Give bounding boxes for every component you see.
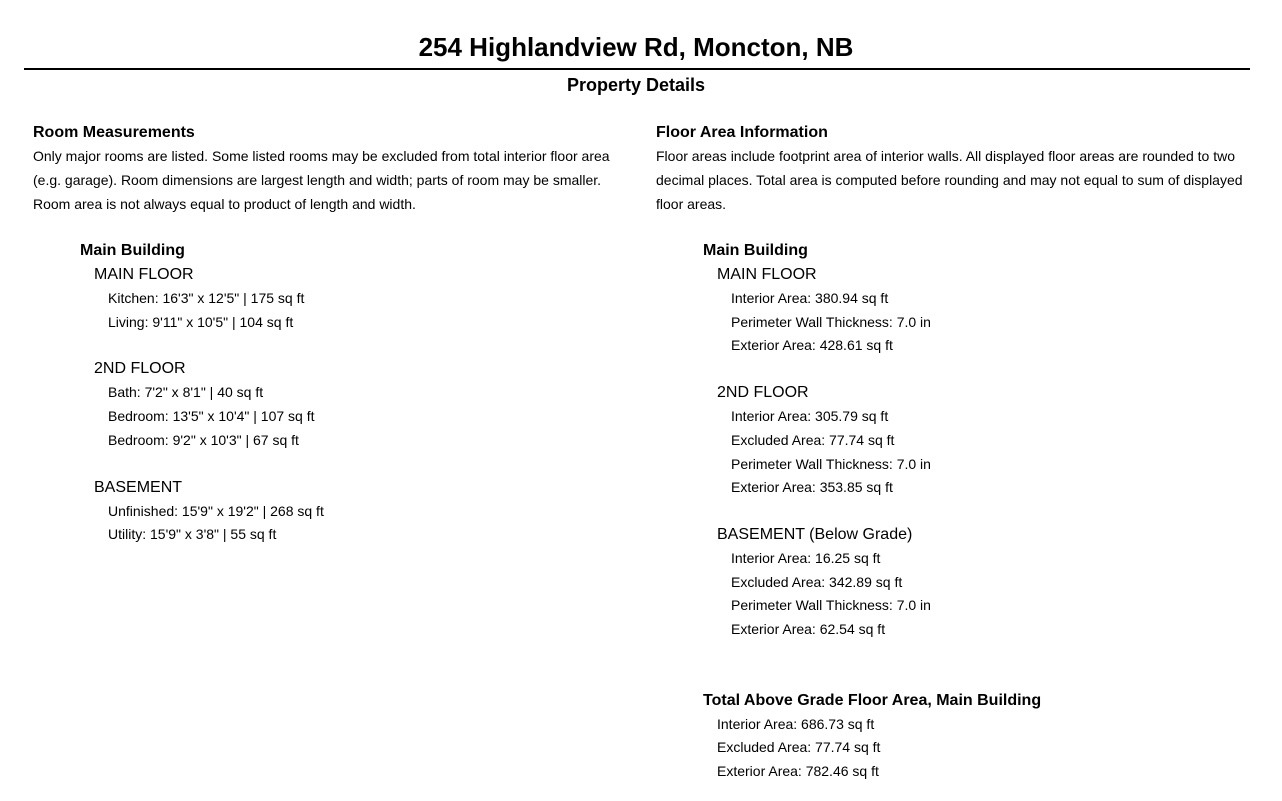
floor-block-main [94,263,628,334]
floor-name: 2ND FLOOR [717,384,809,402]
area-floor-basement [717,523,1256,642]
room-entry: Bedroom: 9'2" x 10'3" | 67 sq ft [108,431,299,448]
area-entry: Excluded Area: 77.74 sq ft [731,431,895,448]
room-entry: Kitchen: 16'3" x 12'5" | 175 sq ft [108,290,305,306]
room-entry: Bedroom: 13'5" x 10'4" | 107 sq ft [108,408,315,425]
building-name: Main Building [80,242,185,259]
totals-entry: Excluded Area: 77.74 sq ft [717,739,881,756]
page-subtitle: Property Details [566,75,706,95]
intro-line: Only major rooms are listed. Some listed rooms may be excluded from total interior floor area [33,148,610,164]
area-floor-main [717,263,1256,358]
area-building-block [703,239,1256,642]
floor-area-heading: Floor Area Information [656,124,828,141]
area-entry: Exterior Area: 353.85 sq ft [731,479,893,496]
title-divider [24,68,1250,70]
area-entry: Excluded Area: 342.89 sq ft [731,573,903,590]
room-entry: Utility: 15'9" x 3'8" | 55 sq ft [108,526,277,543]
totals-entry: Interior Area: 686.73 sq ft [717,715,875,732]
totals-block [703,689,1256,784]
room-building-block [80,239,628,547]
floor-name: MAIN FLOOR [717,266,817,283]
floor-block-2nd [94,357,628,452]
area-entry: Exterior Area: 428.61 sq ft [731,337,893,354]
room-entry: Living: 9'11" x 10'5" | 104 sq ft [108,313,294,330]
intro-line: (e.g. garage). Room dimensions are largest length and width; parts of room may be smaller. [33,172,602,188]
area-entry: Interior Area: 16.25 sq ft [731,549,881,566]
intro-line: floor areas. [656,196,727,212]
room-measurements-section [33,122,628,547]
totals-entry: Exterior Area: 782.46 sq ft [717,763,879,780]
area-entry: Exterior Area: 62.54 sq ft [731,621,886,638]
floor-name: BASEMENT [94,478,183,496]
intro-line: Floor areas include footprint area of interior walls. All displayed floor areas are rounded to two [656,148,1235,164]
area-entry: Perimeter Wall Thickness: 7.0 in [731,597,931,614]
area-entry: Interior Area: 380.94 sq ft [731,290,889,306]
page-title: 254 Highlandview Rd, Moncton, NB [418,32,854,62]
room-entry: Unfinished: 15'9" x 19'2" | 268 sq ft [108,502,324,519]
room-measurements-heading: Room Measurements [33,124,195,141]
intro-line: decimal places. Total area is computed before rounding and may not equal to sum of displayed [656,172,1243,188]
building-name: Main Building [703,242,808,259]
area-floor-2nd [717,381,1256,500]
area-entry: Perimeter Wall Thickness: 7.0 in [731,313,931,330]
floor-area-intro [656,144,1256,216]
room-measurements-intro [33,144,628,216]
floor-name: 2ND FLOOR [94,360,186,378]
intro-line: Room area is not always equal to product of length and width. [33,196,416,212]
floor-block-basement [94,476,628,547]
floor-area-section [656,122,1256,784]
room-entry: Bath: 7'2" x 8'1" | 40 sq ft [108,384,264,401]
totals-heading: Total Above Grade Floor Area, Main Building [703,691,1042,709]
area-entry: Perimeter Wall Thickness: 7.0 in [731,455,931,472]
floor-name: MAIN FLOOR [94,266,194,283]
area-entry: Interior Area: 305.79 sq ft [731,408,889,425]
floor-name: BASEMENT (Below Grade) [717,525,913,543]
